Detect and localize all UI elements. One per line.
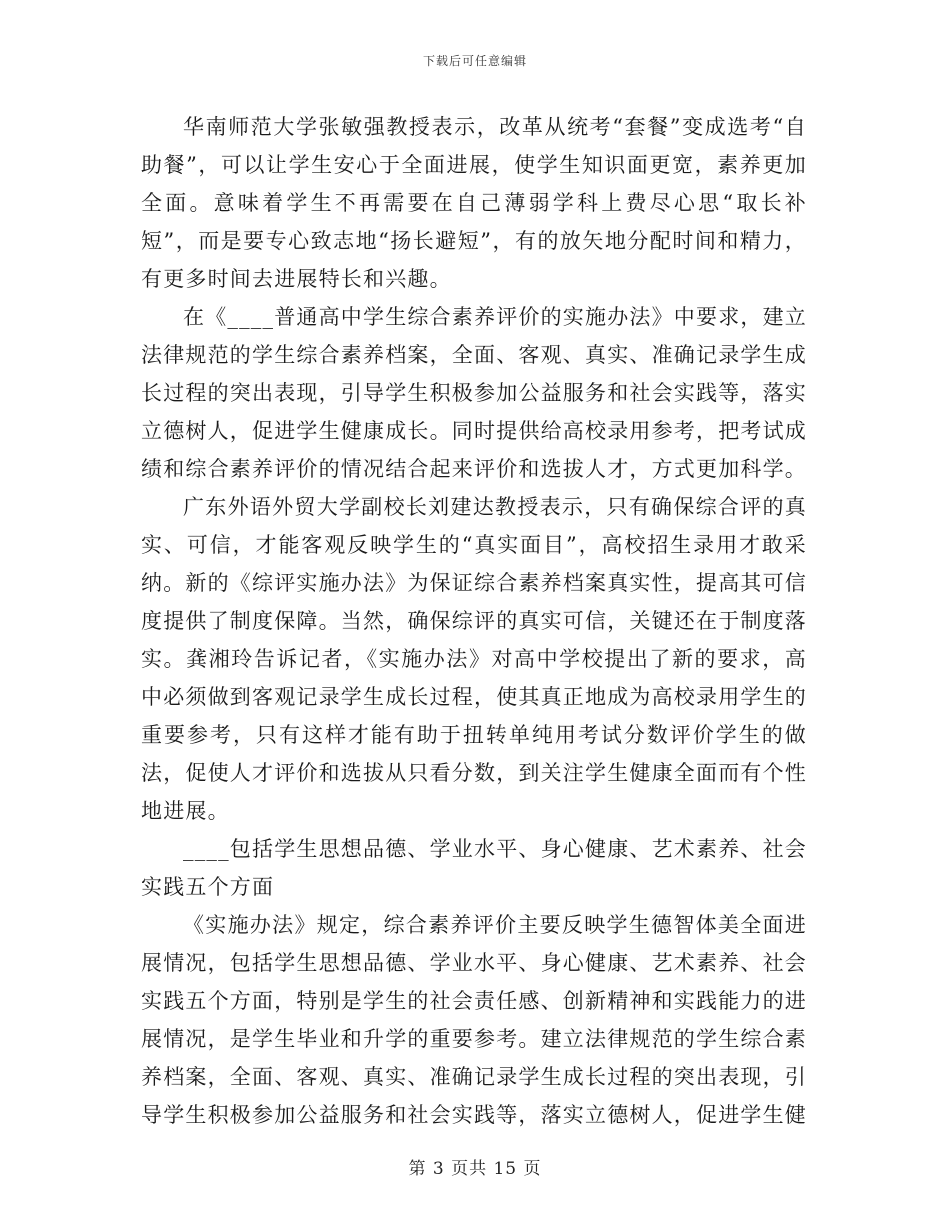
section-heading: ____包括学生思想品德、学业水平、身心健康、艺术素养、社会实践五个方面 [141, 837, 807, 899]
paragraph-2: 在《____普通高中学生综合素养评价的实施办法》中要求，建立法律规范的学生综合素养档案，全面、客观、真实、准确记录学生成长过程的突出表现，引导学生积极参加公益服务和社会实践等，落实立德树人，促进学生健康成长。同时提供给高校录用参考，把考试成绩和综合素养评价的情况结合起来评价和选拔人才，方式更加科学。 [141, 305, 807, 481]
paragraph-1: 华南师范大学张敏强教授表示，改革从统考“套餐”变成选考“自助餐”，可以让学生安心于全面进展，使学生知识面更宽，素养更加全面。意味着学生不再需要在自己薄弱学科上费尽心思“取长补短”，而是要专心致志地“扬长避短”，有的放矢地分配时间和精力，有更多时间去进展特长和兴趣。 [141, 115, 807, 291]
paragraph-3: 广东外语外贸大学副校长刘建达教授表示，只有确保综合评的真实、可信，才能客观反映学生的“真实面目”，高校招生录用才敢采纳。新的《综评实施办法》为保证综合素养档案真实性，提高其可信度提供了制度保障。当然，确保综评的真实可信，关键还在于制度落实。龚湘玲告诉记者，《实施办法》对高中学校提出了新的要求，高中必须做到客观记录学生成长过程，使其真正地成为高校录用学生的重要参考，只有这样才能有助于扭转单纯用考试分数评价学生的做法，促使人才评价和选拔从只看分数，到关注学生健康全面而有个性地进展。 [141, 495, 807, 823]
document-body [141, 108, 807, 1134]
paragraph-4: 《实施办法》规定，综合素养评价主要反映学生德智体美全面进展情况，包括学生思想品德、学业水平、身心健康、艺术素养、社会实践五个方面，特别是学生的社会责任感、创新精神和实践能力的进展情况，是学生毕业和升学的重要参考。建立法律规范的学生综合素养档案，全面、客观、真实、准确记录学生成长过程的突出表现，引导学生积极参加公益服务和社会实践等，落实立德树人，促进学生健 [141, 913, 807, 1127]
page-footer: 第 3 页共 15 页 [408, 1159, 542, 1179]
page-header: 下载后可任意编辑 [422, 54, 527, 68]
